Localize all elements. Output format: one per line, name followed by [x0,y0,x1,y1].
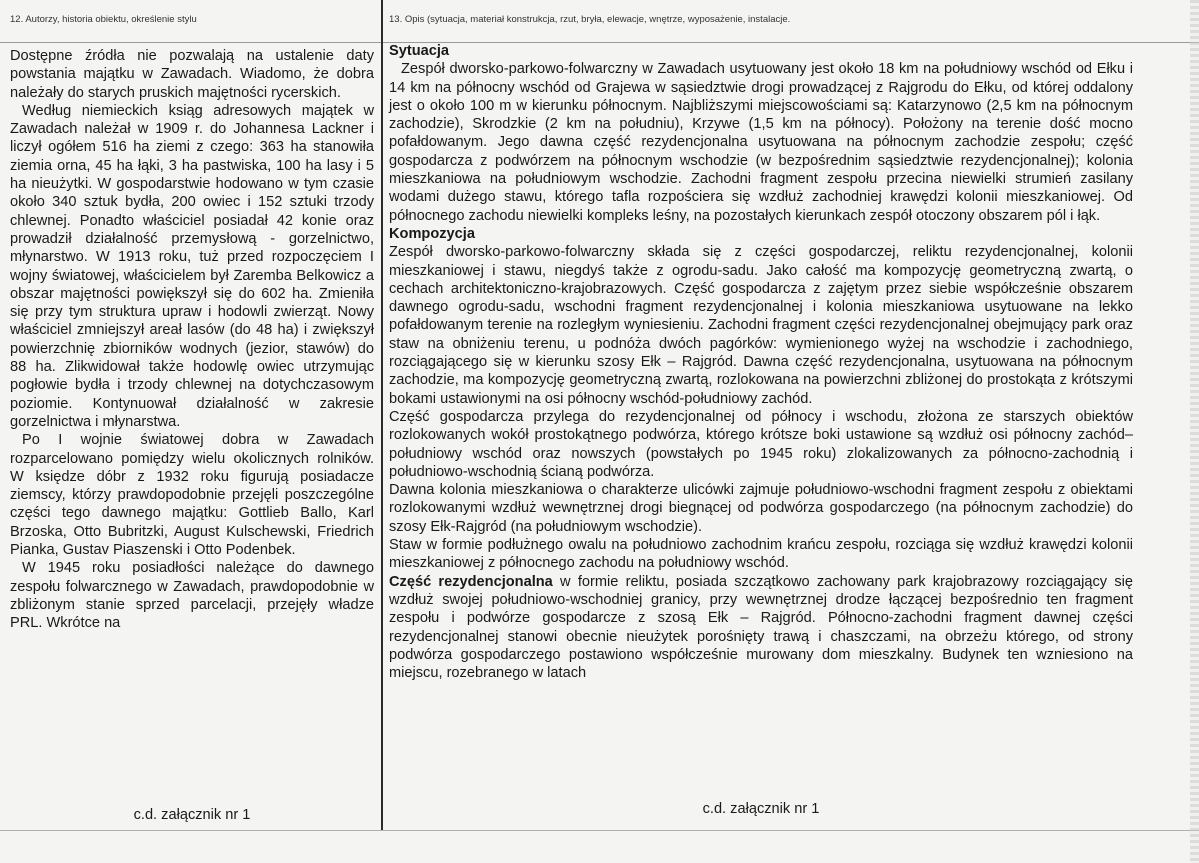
section-12-header: 12. Autorzy, historia obiektu, określenie stylu [10,14,197,25]
composition-paragraph: Zespół dworsko-parkowo-folwarczny składa się z części gospodarczej, reliktu rezydencjonalnej, kolonii mieszkaniowej i stawu, niegdyś także z ogrodu-sadu. Jako całość ma kompozycję geometryczną zwartą, o cechach architektoniczno-krajobrazowych. Część gospodarcza z zajętym przez siebie współcześnie obszarem dawnego ogrodu-sadu, wschodni fragment rezydencjonalnej i kolonia mieszkaniowa usytuowane na lekko pofałdowanym terenie na rozległym wyniesieniu. Zachodni fragment części rezydencjonalnej obejmujący park oraz staw na obniżeniu terenu, u podnóża dwóch pagórków: wymienionego wyżej na wschodzie i zachodniego, rozciągającego się w kierunku szosy Ełk – Rajgród. Dawna część rezydencjonalna, usytuowana na północnym zachodzie, ma kompozycję geometryczną zwartą, rozlokowana na powierzchni zbliżonej do prostokąta z krótszymi bokami ustawionymi na osi północny wschód-południowy zachód. [389,244,1133,407]
section-13-header: 13. Opis (sytuacja, materiał konstrukcja, rzut, bryła, elewacje, wnętrze, wyposażenie, instalacje. [389,14,791,25]
residential-paragraph [389,573,1133,683]
history-paragraph: W 1945 roku posiadłości należące do dawnego zespołu folwarcznego w Zawadach, prawdopodobnie w zbliżonym stanie sprzed parcelacji, przejęły władze PRL. Wkrótce na [10,560,374,632]
history-column [10,47,374,633]
history-paragraph: Według niemieckich ksiąg adresowych majątek w Zawadach należał w 1909 r. do Johannesa Lackner i liczył ogółem 516 ha ziemi z czego: 363 ha stanowiła ziemia orna, 45 ha łąki, 3 ha pastwiska, 100 ha lasy i 5 ha nieużytki. W gospodarstwie hodowano w tym czasie około 340 sztuk bydła, 200 owiec i 152 sztuki trzody chlewnej. Ponadto właściciel posiadał 42 konie oraz prowadził działalność przemysłową - gorzelnictwo, młynarstwo. W 1913 roku, tuż przed rozpoczęciem I wojny światowej, właścicielem był Zaremba Belkowicz a obszar majętności powiększył się do 602 ha. Zmieniła się przy tym struktura upraw i hodowli zwierząt. Nowy właściciel zmniejszył areał lasów (do 48 ha) i zwiększył powierzchnię zbiorników wodnych (jezior, stawów) do 88 ha. Zlikwidował także hodowlę owiec utrzymując pogłowie bydła i trzody chlewnej na dotychczasowym poziomie. Kontynuował działalność w zakresie gorzelnictwa i młynarstwa. [10,102,374,430]
continuation-note-right: c.d. załącznik nr 1 [702,801,820,817]
situation-paragraph: Zespół dworsko-parkowo-folwarczny w Zawadach usytuowany jest około 18 km na południowy wschód od Ełku i 14 km na północny wschód od Grajewa w sąsiedztwie drogi prowadzącej z Rajgrodu do Ełku, od której oddalony jest o około 100 m w kierunku północnym. Najbliższymi miejscowościami są: Katarzynowo (2,5 km na północnym zachodzie), Skrodzkie (2 km na południu), Krzywe (1,5 km na północy). Położony na terenie dość mocno pofałdowanym. Jego dawna część rezydencjonalna usytuowana na północnym zachodzie zespołu; część gospodarcza z podwórzem na północnym wschodzie (w bezpośrednim sąsiedztwie rezydencjonalnej); kolonia mieszkaniowa na południowym wschodzie. Zachodni fragment zespołu przecina niewielki strumień zasilany wodami dużego stawu, którego tafla rozpościera się wzdłuż zachodniej krawędzi kolonii mieszkaniowej. Od północnego zachodu niewielki kompleks leśny, na pozostałych kierunkach zespół otoczony obszarem pól i łąk. [389,61,1133,224]
history-paragraph: Dostępne źródła nie pozwalają na ustalenie daty powstania majątku w Zawadach. Wiadomo, że dobra należały do starych pruskich majętności rycerskich. [10,48,374,101]
continuation-note-left: c.d. załącznik nr 1 [133,807,251,823]
composition-paragraph: Dawna kolonia mieszkaniowa o charakterze ulicówki zajmuje południowo-wschodni fragment zespołu z obiektami rozlokowanymi wzdłuż wewnętrznej drogi biegnącej od podwórza gospodarczego (na północnym zachodzie) do szosy Ełk-Rajgród (na południowym wschodzie). [389,482,1133,535]
composition-paragraph: Staw w formie podłużnego owalu na południowo zachodnim krańcu zespołu, rozciąga się wzdłuż krawędzi kolonii mieszkaniowej z północnego zachodu na południowy wschód. [389,537,1133,572]
history-paragraph: Po I wojnie światowej dobra w Zawadach rozparcelowano pomiędzy wielu okolicznych rolników. W księdze dóbr z 1932 roku figurują posiadacze ziemscy, którzy prawdopodobnie przejęli poszczególne części tego dawnego majątku: Gottlieb Ballo, Karl Brzoska, Otto Bubritzki, August Kulschewski, Friedrich Pianka, Gustav Piaszenski i Otto Podenbek. [10,432,374,559]
column-divider [381,0,383,830]
description-column [389,42,1133,682]
residential-text: w formie reliktu, posiada szczątkowo zachowany park krajobrazowy rozciągający się wzdłuż swojej południowo-wschodniej granicy, przy wewnętrznej drodze łączącej bezpośrednio ten fragment zespołu i podwórze gospodarcze z szosą Ełk – Rajgród. Północno-zachodni fragment dawnej części rezydencjonalnej stanowi obecnie nieużytek porośnięty trawą i chaszczami, na obrzeżu którego, od strony podwórza gospodarczego postawiono współcześnie murowany dom mieszkalny. Budynek ten wzniesiono na miejscu, rozebranego w latach [389,573,1133,682]
scan-edge [1190,0,1199,863]
composition-heading: Kompozycja [389,225,475,242]
bottom-rule [0,830,1199,831]
situation-heading: Sytuacja [389,43,450,59]
composition-paragraph: Część gospodarcza przylega do rezydencjonalnej od północy i wschodu, złożona ze starszych obiektów rozlokowanych wokół prostokątnego podwórza, którego krótsze boki ustawione są wzdłuż osi północny zachód–południowy wschód oraz nowszych (powstałych po 1945 roku) zlokalizowanych za północno-zachodnią i południowo-wschodnią ścianą podwórza. [389,408,1133,480]
residential-lead: Część rezydencjonalna [389,573,553,590]
